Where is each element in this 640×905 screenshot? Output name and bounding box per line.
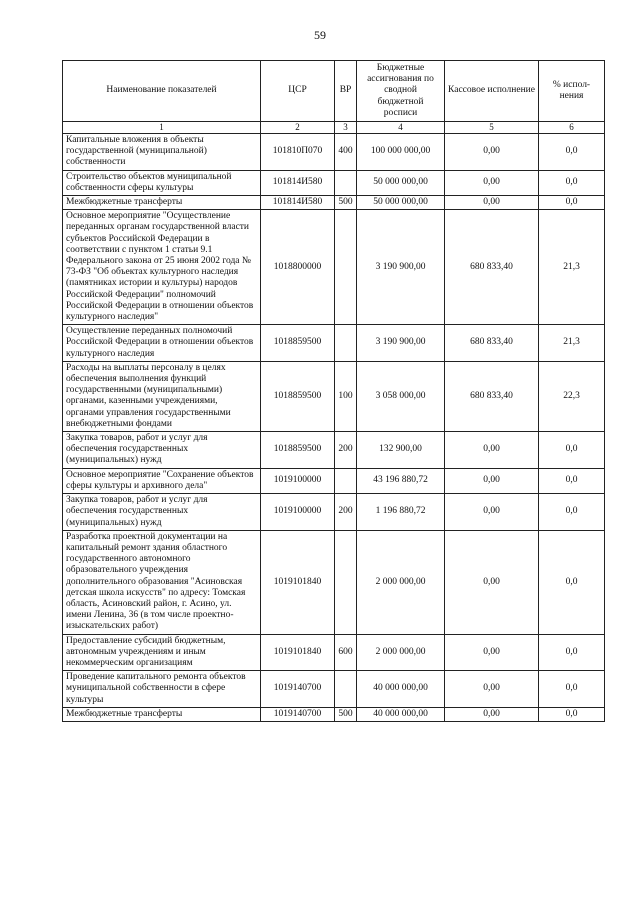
row-name: Межбюджетные трансферты — [63, 707, 261, 721]
row-vr-code: 400 — [335, 134, 357, 171]
row-cash-execution: 0,00 — [445, 671, 539, 708]
row-execution-percent: 0,0 — [539, 707, 605, 721]
row-vr-code: 200 — [335, 432, 357, 469]
table-row — [63, 671, 605, 708]
table-body — [63, 134, 605, 722]
row-csr-code: 1019101840 — [261, 634, 335, 671]
row-assignment: 1 196 880,72 — [357, 494, 445, 531]
row-execution-percent: 21,3 — [539, 325, 605, 362]
header-assignments: Бюджетные ассигнования по сводной бюджетной росписи — [357, 61, 445, 122]
table-row — [63, 707, 605, 721]
row-cash-execution: 680 833,40 — [445, 325, 539, 362]
row-assignment: 40 000 000,00 — [357, 671, 445, 708]
row-name: Капитальные вложения в объекты государственной (муниципальной) собственности — [63, 134, 261, 171]
row-cash-execution: 0,00 — [445, 432, 539, 469]
row-vr-code — [335, 468, 357, 493]
header-cash-execution: Кассовое исполнение — [445, 61, 539, 122]
row-execution-percent: 0,0 — [539, 530, 605, 634]
row-assignment: 3 190 900,00 — [357, 210, 445, 325]
table-row — [63, 494, 605, 531]
table-row — [63, 361, 605, 431]
row-cash-execution: 0,00 — [445, 468, 539, 493]
row-execution-percent: 0,0 — [539, 170, 605, 195]
budget-table — [62, 60, 605, 722]
row-csr-code: 1019140700 — [261, 707, 335, 721]
row-name: Основное мероприятие "Сохранение объектов сферы культуры и архивного дела" — [63, 468, 261, 493]
row-csr-code: 1019100000 — [261, 494, 335, 531]
header-csr: ЦСР — [261, 61, 335, 122]
row-name: Строительство объектов муниципальной собственности сферы культуры — [63, 170, 261, 195]
row-cash-execution: 0,00 — [445, 530, 539, 634]
column-number: 2 — [261, 122, 335, 134]
row-vr-code — [335, 210, 357, 325]
row-csr-code: 101814И580 — [261, 170, 335, 195]
row-assignment: 3 190 900,00 — [357, 325, 445, 362]
row-execution-percent: 0,0 — [539, 671, 605, 708]
column-number: 4 — [357, 122, 445, 134]
row-csr-code: 1018800000 — [261, 210, 335, 325]
row-name: Разработка проектной документации на капитальный ремонт здания областного государственного автономного образовательного учреждения дополнительного образования "Асиновская детская школа искусств" по адресу: Томская область, Асиновский район, г. Асино, ул. имени Ленина, 36 (в том числе проектно-изыскательских работ) — [63, 530, 261, 634]
table-row — [63, 170, 605, 195]
row-cash-execution: 0,00 — [445, 634, 539, 671]
row-name: Расходы на выплаты персоналу в целях обеспечения выполнения функций государственными (муниципальными) органами, казенными учреждениями, органами управления государственными внебюджетными фондами — [63, 361, 261, 431]
table-row — [63, 325, 605, 362]
row-assignment: 40 000 000,00 — [357, 707, 445, 721]
row-csr-code: 1019101840 — [261, 530, 335, 634]
row-assignment: 2 000 000,00 — [357, 530, 445, 634]
row-assignment: 100 000 000,00 — [357, 134, 445, 171]
row-assignment: 50 000 000,00 — [357, 196, 445, 210]
row-execution-percent: 0,0 — [539, 494, 605, 531]
table-row — [63, 210, 605, 325]
row-name: Межбюджетные трансферты — [63, 196, 261, 210]
row-name: Проведение капитального ремонта объектов муниципальной собственности в сфере культуры — [63, 671, 261, 708]
row-execution-percent: 22,3 — [539, 361, 605, 431]
row-csr-code: 1019100000 — [261, 468, 335, 493]
column-number: 3 — [335, 122, 357, 134]
row-vr-code — [335, 325, 357, 362]
row-assignment: 132 900,00 — [357, 432, 445, 469]
row-cash-execution: 0,00 — [445, 170, 539, 195]
column-number: 1 — [63, 122, 261, 134]
row-vr-code: 200 — [335, 494, 357, 531]
table-row — [63, 530, 605, 634]
row-execution-percent: 0,0 — [539, 134, 605, 171]
row-vr-code: 100 — [335, 361, 357, 431]
row-csr-code: 1019140700 — [261, 671, 335, 708]
page-number: 59 — [314, 28, 326, 42]
row-name: Закупка товаров, работ и услуг для обеспечения государственных (муниципальных) нужд — [63, 494, 261, 531]
row-vr-code — [335, 671, 357, 708]
row-execution-percent: 21,3 — [539, 210, 605, 325]
header-execution-percent: % испол-нения — [539, 61, 605, 122]
row-name: Закупка товаров, работ и услуг для обеспечения государственных (муниципальных) нужд — [63, 432, 261, 469]
row-csr-code: 1018859500 — [261, 432, 335, 469]
column-number-row — [63, 122, 605, 134]
row-execution-percent: 0,0 — [539, 196, 605, 210]
row-cash-execution: 0,00 — [445, 196, 539, 210]
table-row — [63, 634, 605, 671]
table-row — [63, 196, 605, 210]
table-row — [63, 468, 605, 493]
row-cash-execution: 0,00 — [445, 707, 539, 721]
row-vr-code — [335, 170, 357, 195]
row-cash-execution: 680 833,40 — [445, 210, 539, 325]
row-cash-execution: 680 833,40 — [445, 361, 539, 431]
row-execution-percent: 0,0 — [539, 468, 605, 493]
row-name: Предоставление субсидий бюджетным, автономным учреждениям и иным некоммерческим организациям — [63, 634, 261, 671]
row-vr-code — [335, 530, 357, 634]
row-vr-code: 500 — [335, 196, 357, 210]
row-vr-code: 600 — [335, 634, 357, 671]
header-name: Наименование показателей — [63, 61, 261, 122]
row-name: Основное мероприятие "Осуществление переданных органам государственной власти субъектов Российской Федерации в соответствии с пунктом 1 статьи 9.1 Федерального закона от 25 июня 2002 года № 73-ФЗ "Об объектах культурного наследия (памятниках истории и культуры) народов Российской Федерации" полномочий Российской Федерации в отношении объектов культурного наследия" — [63, 210, 261, 325]
table-row — [63, 134, 605, 171]
row-csr-code: 1018859500 — [261, 361, 335, 431]
row-csr-code: 101814И580 — [261, 196, 335, 210]
row-vr-code: 500 — [335, 707, 357, 721]
row-execution-percent: 0,0 — [539, 634, 605, 671]
table-row — [63, 432, 605, 469]
column-number: 6 — [539, 122, 605, 134]
row-assignment: 3 058 000,00 — [357, 361, 445, 431]
header-vr: ВР — [335, 61, 357, 122]
row-csr-code: 101810П070 — [261, 134, 335, 171]
row-assignment: 43 196 880,72 — [357, 468, 445, 493]
header-row — [63, 61, 605, 122]
row-assignment: 50 000 000,00 — [357, 170, 445, 195]
row-name: Осуществление переданных полномочий Российской Федерации в отношении объектов культурного наследия — [63, 325, 261, 362]
row-execution-percent: 0,0 — [539, 432, 605, 469]
row-csr-code: 1018859500 — [261, 325, 335, 362]
row-cash-execution: 0,00 — [445, 134, 539, 171]
column-number: 5 — [445, 122, 539, 134]
row-cash-execution: 0,00 — [445, 494, 539, 531]
row-assignment: 2 000 000,00 — [357, 634, 445, 671]
